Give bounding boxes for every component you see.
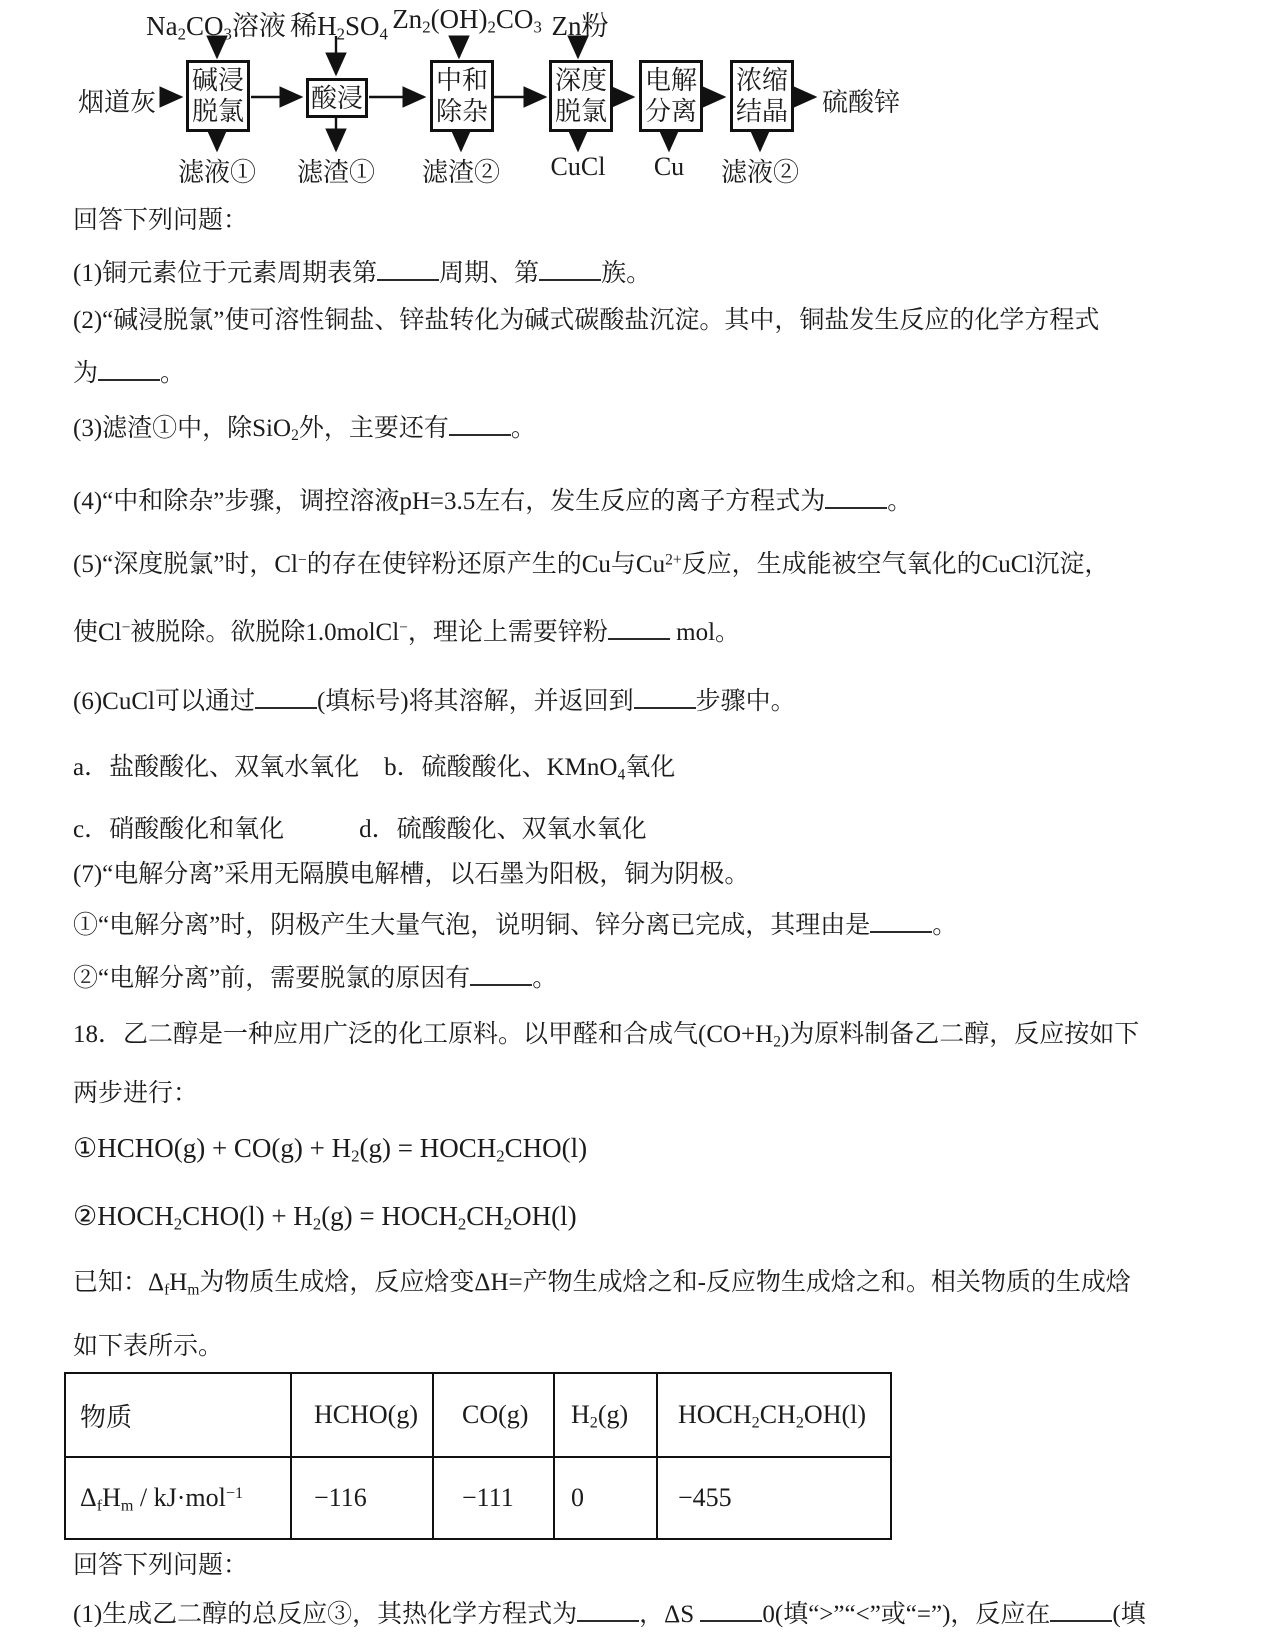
question-18-intro-line2: 两步进行：: [73, 1080, 199, 1107]
flow-step-electrolysis: 电解 分离: [639, 60, 703, 132]
question-6: (6)CuCl可以通过 (填标号)将其溶解，并返回到 步骤中。: [73, 683, 796, 717]
table-header-co: CO(g): [433, 1373, 554, 1457]
flow-product-label: 硫酸锌: [822, 88, 901, 117]
answer-blank: [449, 410, 511, 436]
answer-prompt-1: 回答下列问题：: [73, 207, 249, 234]
flow-input-zn2oh2co3: $Zn_2(OH)_2CO_3$: [392, 4, 542, 37]
answer-blank: [1050, 1596, 1112, 1622]
answer-blank: [577, 1596, 639, 1622]
answer-blank: [608, 614, 670, 640]
question-1: (1)铜元素位于元素周期表第 周期、第 族。: [73, 255, 651, 289]
answer-blank: [870, 907, 932, 933]
flow-input-na2co3: $Na_2CO_3$溶液: [146, 11, 286, 44]
question-6-options-cd: c．硝酸酸化和氧化 d．硫酸酸化、双氧水氧化: [73, 816, 647, 843]
question-5-line2: 使Cl−被脱除。欲脱除1.0molCl−，理论上需要锌粉 mol。: [73, 614, 740, 648]
answer-blank: [470, 960, 532, 986]
flow-output-filtrate2: 滤液②: [720, 158, 800, 187]
question-6-options-ab: a．盐酸酸化、双氧水氧化 b．硫酸酸化、KMnO$_4$氧化: [73, 754, 676, 784]
flow-step-deep-dechlor: 深度 脱氯: [549, 60, 613, 132]
answer-prompt-2: 回答下列问题：: [73, 1552, 249, 1579]
answer-blank: [98, 355, 160, 381]
equation-2: $②HOCH_2CHO(l) + H_2(g)$ = $HOCH_2CH_2OH(l)$: [73, 1201, 577, 1234]
question-7-sub1: ①“电解分离”时，阴极产生大量气泡，说明铜、锌分离已完成，其理由是 。: [73, 907, 957, 941]
flow-source-label: 烟道灰: [78, 88, 157, 117]
flow-output-residue2: 滤渣②: [421, 158, 501, 187]
table-header-row: [65, 1373, 891, 1457]
table-header-substance: 物质: [65, 1373, 291, 1457]
table-value-row: [65, 1457, 891, 1539]
table-cell-glycol: −455: [657, 1457, 891, 1539]
question-18-1: (1)生成乙二醇的总反应③，其热化学方程式为 ，ΔS 0(填“>”“<”或“=”)，反应在 (填: [73, 1596, 1146, 1630]
table-cell-h2: 0: [554, 1457, 657, 1539]
flow-output-residue1: 滤渣①: [296, 158, 376, 187]
answer-blank: [700, 1596, 762, 1622]
question-18-intro-line1: 18．乙二醇是一种应用广泛的化工原料。以甲醛和合成气$(CO+H_2)$为原料制备乙二醇，反应按如下: [73, 1021, 1140, 1051]
flow-step-alkali-leach: 碱浸 脱氯: [186, 60, 250, 132]
enthalpy-table: [64, 1372, 892, 1540]
table-header-glycol: $HOCH_2CH_2OH(l)$: [657, 1373, 891, 1457]
process-flowchart: [0, 0, 1280, 200]
table-header-hcho: HCHO(g): [291, 1373, 433, 1457]
answer-blank: [255, 683, 317, 709]
question-7-sub2: ②“电解分离”前，需要脱氯的原因有 。: [73, 960, 557, 994]
answer-blank: [377, 255, 439, 281]
answer-blank: [634, 683, 696, 709]
table-cell-label: $\Delta_fH_m / kJ\cdot mol^{-1}$: [65, 1457, 291, 1539]
question-7: (7)“电解分离”采用无隔膜电解槽，以石墨为阳极，铜为阴极。: [73, 861, 750, 888]
question-2-line2: 为 。: [73, 355, 185, 389]
flow-step-neutralize: 中和 除杂: [430, 60, 494, 132]
answer-blank: [539, 255, 601, 281]
question-3: (3)滤渣①中，除SiO$_2$外，主要还有 。: [73, 410, 536, 444]
table-cell-hcho: −116: [291, 1457, 433, 1539]
known-info-line1: 已知：$\Delta_fH_m$为物质生成焓，反应焓变ΔH=产物生成焓之和-反应物生成焓之和。相关物质的生成焓: [73, 1269, 1131, 1299]
flow-step-crystallize: 浓缩 结晶: [730, 60, 794, 132]
answer-blank: [825, 483, 887, 509]
table-header-h2: $H_2(g)$: [554, 1373, 657, 1457]
flow-output-cu: Cu: [653, 152, 685, 181]
known-info-line2: 如下表所示。: [73, 1333, 224, 1360]
question-2-line1: (2)“碱浸脱氯”使可溶性铜盐、锌盐转化为碱式碳酸盐沉淀。其中，铜盐发生反应的化学方程式: [73, 307, 1100, 334]
question-5-line1: (5)“深度脱氯”时，Cl−的存在使锌粉还原产生的Cu与$Cu^{2+}$反应，生成能被空气氧化的CuCl沉淀，: [73, 551, 1110, 578]
flow-input-zn-powder: Zn粉: [551, 11, 609, 41]
equation-1: ①HCHO(g) + $CO(g) + H_2(g)$ = $HOCH_2CHO(l)$: [73, 1133, 588, 1166]
flow-output-cucl: CuCl: [550, 152, 606, 181]
question-4: (4)“中和除杂”步骤，调控溶液pH=3.5左右，发生反应的离子方程式为 。: [73, 483, 912, 517]
flow-step-acid-leach: 酸浸: [306, 78, 368, 118]
flow-input-h2so4: 稀$H_2SO_4$: [290, 11, 388, 44]
flow-output-filtrate1: 滤液①: [177, 158, 257, 187]
table-cell-co: −111: [433, 1457, 554, 1539]
